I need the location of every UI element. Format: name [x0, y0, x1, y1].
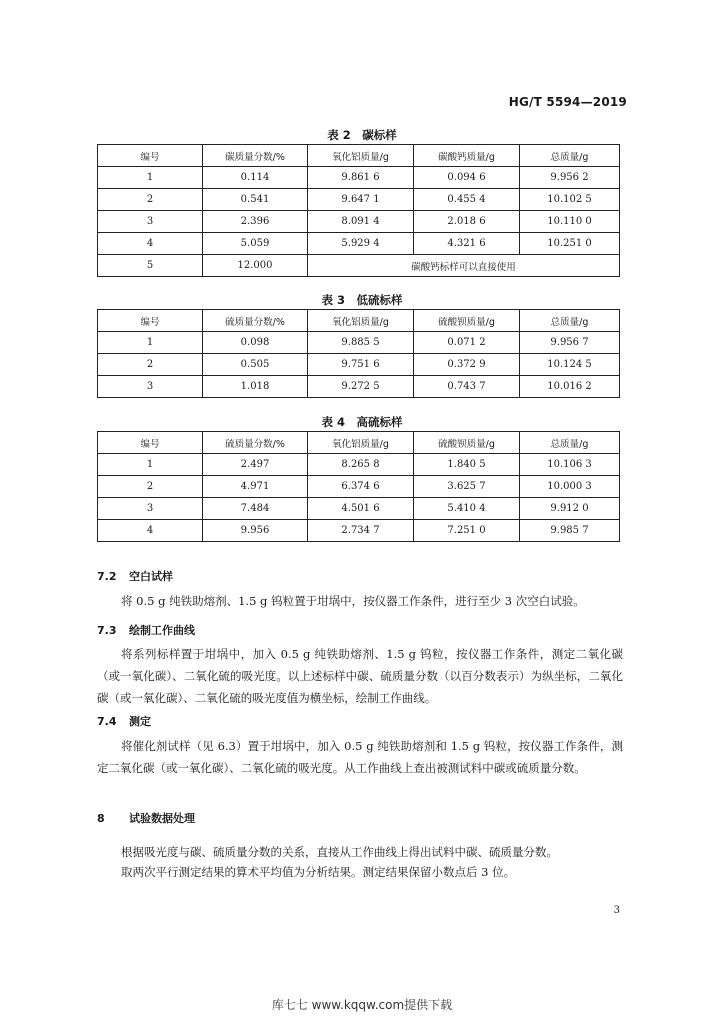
- table-note-cell: 碳酸钙标样可以直接使用: [308, 255, 620, 277]
- table-row: [98, 189, 620, 211]
- section-title: 测定: [129, 715, 151, 728]
- column-header: 氧化铝质量/g: [308, 310, 414, 332]
- section-heading-7-3: [97, 622, 195, 638]
- footer-watermark: 库七七 www.kqqw.com提供下载: [271, 998, 453, 1012]
- table-cell: 8.091 4: [308, 211, 414, 233]
- section-number: 7.3: [97, 624, 117, 637]
- table-row: [98, 454, 620, 476]
- page-number: 3: [613, 905, 620, 916]
- column-header: 硫酸钡质量/g: [414, 432, 520, 454]
- column-header: 氧化铝质量/g: [308, 432, 414, 454]
- column-header: 碳酸钙质量/g: [414, 145, 520, 167]
- table-cell: 1.840 5: [414, 454, 520, 476]
- table-row: [98, 354, 620, 376]
- table4-caption: 表 4 高硫标样: [321, 415, 403, 429]
- section-8-text-1: 根据吸光度与碳、硫质量分数的关系，直接从工作曲线上得出试料中碳、硫质量分数。: [121, 845, 558, 859]
- section-7-3-text: 将系列标样置于坩埚中，加入 0.5 g 纯铁助熔剂、1.5 g 钨粒，按仪器工作条件，测定二氧化碳（或一氧化碳）、二氧化硫的吸光度。以上述标样中碳、硫质量分数（以百分数表示）为纵坐标，二氧化碳（或一氧化碳）、二氧化硫的吸光度值为横坐标，绘制工作曲线。: [97, 647, 623, 705]
- section-7-4-text: 将催化剂试样（见 6.3）置于坩埚中，加入 0.5 g 纯铁助熔剂和 1.5 g 钨粒，按仪器工作条件，测定二氧化碳（或一氧化碳）、二氧化硫的吸光度。从工作曲线上查出被测试料中碳或硫质量分数。: [97, 739, 623, 775]
- table-cell: 10.124 5: [520, 354, 620, 376]
- table2-caption: 表 2 碳标样: [327, 128, 397, 142]
- table-cell: 1.018: [203, 376, 308, 398]
- table-cell: 2: [98, 189, 203, 211]
- table-cell: 9.956: [203, 520, 308, 542]
- section-heading-8: [97, 810, 195, 826]
- column-header: 总质量/g: [520, 310, 620, 332]
- table-cell: 1: [98, 332, 203, 354]
- column-header: 编号: [98, 432, 203, 454]
- section-7-2-text: 将 0.5 g 纯铁助熔剂、1.5 g 钨粒置于坩埚中，按仪器工作条件，进行至少 3 次空白试验。: [121, 594, 585, 608]
- table-cell: 4: [98, 233, 203, 255]
- table-cell: 2: [98, 476, 203, 498]
- table-cell: 9.885 5: [308, 332, 414, 354]
- table-cell: 9.751 6: [308, 354, 414, 376]
- table-row: [98, 498, 620, 520]
- table-cell: 9.985 7: [520, 520, 620, 542]
- column-header: 总质量/g: [520, 145, 620, 167]
- table-cell: 3.625 7: [414, 476, 520, 498]
- table-cell: 7.484: [203, 498, 308, 520]
- table-cell: 2.497: [203, 454, 308, 476]
- table-cell: 5.410 4: [414, 498, 520, 520]
- table-cell: 0.094 6: [414, 167, 520, 189]
- table-cell: 0.743 7: [414, 376, 520, 398]
- table-cell: 9.956 2: [520, 167, 620, 189]
- table-header-row: [98, 145, 620, 167]
- column-header: 总质量/g: [520, 432, 620, 454]
- table-cell: 9.912 0: [520, 498, 620, 520]
- table-cell: 10.102 5: [520, 189, 620, 211]
- table-header-row: [98, 432, 620, 454]
- table-row: [98, 255, 620, 277]
- section-heading-7-2: [97, 568, 173, 584]
- table-cell: 0.098: [203, 332, 308, 354]
- table-cell: 0.455 4: [414, 189, 520, 211]
- table-row: [98, 233, 620, 255]
- table-row: [98, 520, 620, 542]
- table-cell: 3: [98, 211, 203, 233]
- table-cell: 7.251 0: [414, 520, 520, 542]
- table-cell: 0.505: [203, 354, 308, 376]
- column-header: 硫酸钡质量/g: [414, 310, 520, 332]
- table-cell: 2: [98, 354, 203, 376]
- table-cell: 5: [98, 255, 203, 277]
- table-cell: 0.071 2: [414, 332, 520, 354]
- table-row: [98, 167, 620, 189]
- table-cell: 9.861 6: [308, 167, 414, 189]
- table-cell: 0.372 9: [414, 354, 520, 376]
- section-heading-7-4: [97, 713, 151, 729]
- table-cell: 4.501 6: [308, 498, 414, 520]
- table3-caption: 表 3 低硫标样: [321, 293, 403, 307]
- section-title: 试验数据处理: [129, 812, 195, 825]
- table-cell: 10.110 0: [520, 211, 620, 233]
- column-header: 编号: [98, 310, 203, 332]
- table-cell: 12.000: [203, 255, 308, 277]
- table-cell: 6.374 6: [308, 476, 414, 498]
- column-header: 氧化铝质量/g: [308, 145, 414, 167]
- table-header-row: [98, 310, 620, 332]
- section-title: 空白试样: [129, 570, 173, 583]
- section-number: 7.2: [97, 570, 117, 583]
- table-cell: 0.541: [203, 189, 308, 211]
- table-row: [98, 332, 620, 354]
- table-cell: 8.265 8: [308, 454, 414, 476]
- table-cell: 0.114: [203, 167, 308, 189]
- table-cell: 3: [98, 498, 203, 520]
- table-cell: 5.929 4: [308, 233, 414, 255]
- table2: [97, 144, 620, 277]
- table-cell: 4: [98, 520, 203, 542]
- table-cell: 3: [98, 376, 203, 398]
- column-header: 硫质量分数/%: [203, 432, 308, 454]
- table-cell: 4.971: [203, 476, 308, 498]
- table-cell: 10.016 2: [520, 376, 620, 398]
- section-number: 8: [97, 812, 105, 825]
- table-row: [98, 376, 620, 398]
- table-cell: 2.018 6: [414, 211, 520, 233]
- column-header: 碳质量分数/%: [203, 145, 308, 167]
- table-cell: 4.321 6: [414, 233, 520, 255]
- table-cell: 10.251 0: [520, 233, 620, 255]
- column-header: 编号: [98, 145, 203, 167]
- table-cell: 9.647 1: [308, 189, 414, 211]
- table-cell: 1: [98, 454, 203, 476]
- standard-code: HG/T 5594—2019: [508, 95, 627, 109]
- table-cell: 10.000 3: [520, 476, 620, 498]
- table-row: [98, 476, 620, 498]
- table-cell: 5.059: [203, 233, 308, 255]
- table-cell: 9.956 7: [520, 332, 620, 354]
- section-number: 7.4: [97, 715, 117, 728]
- table-cell: 2.734 7: [308, 520, 414, 542]
- table-cell: 1: [98, 167, 203, 189]
- section-8-text-2: 取两次平行测定结果的算术平均值为分析结果。测定结果保留小数点后 3 位。: [121, 865, 516, 879]
- section-title: 绘制工作曲线: [129, 624, 195, 637]
- table3: [97, 309, 620, 398]
- table-cell: 10.106 3: [520, 454, 620, 476]
- table4: [97, 431, 620, 542]
- table-cell: 2.396: [203, 211, 308, 233]
- table-row: [98, 211, 620, 233]
- column-header: 硫质量分数/%: [203, 310, 308, 332]
- table-cell: 9.272 5: [308, 376, 414, 398]
